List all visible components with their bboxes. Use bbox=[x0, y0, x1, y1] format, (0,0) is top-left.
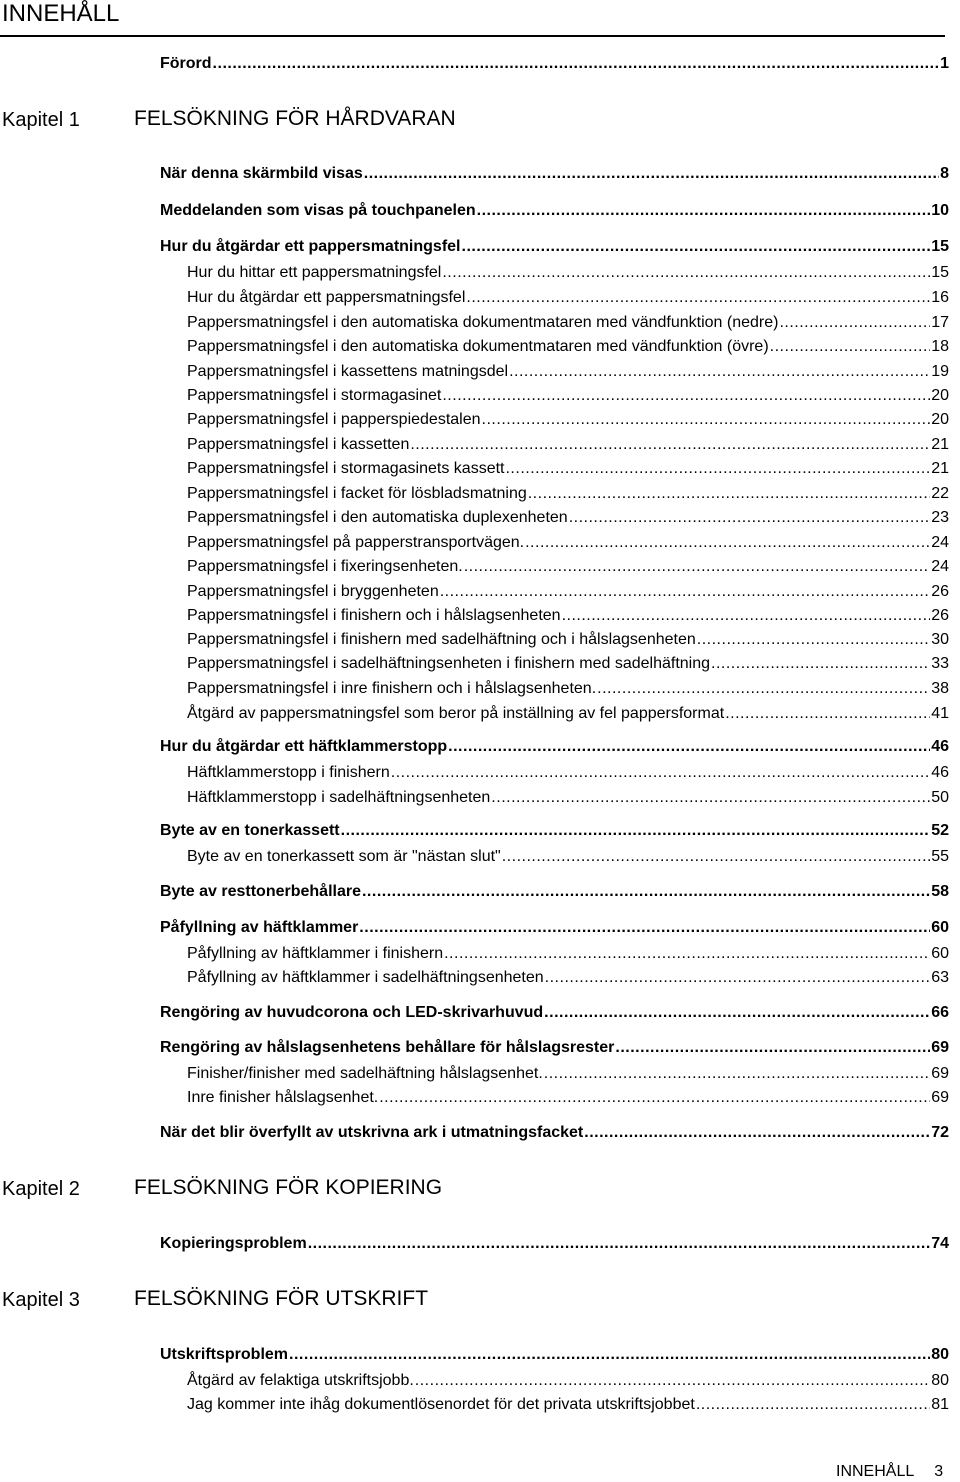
toc-entry-text: Hur du hittar ett pappersmatningsfel bbox=[187, 264, 442, 281]
toc-entry[interactable] bbox=[160, 164, 949, 186]
toc-entry-text: Hur du åtgärdar ett häftklammerstopp bbox=[160, 738, 448, 755]
toc-subentry[interactable] bbox=[187, 533, 949, 555]
toc-page-number: 38 bbox=[931, 680, 949, 697]
toc-entry-text: Påfyllning av häftklammer bbox=[160, 919, 359, 936]
toc-entry-text: Jag kommer inte ihåg dokumentlösenordet för det privata utskriftsjobbet bbox=[187, 1396, 695, 1413]
toc-page-number: 26 bbox=[931, 583, 949, 600]
toc-page-number: 8 bbox=[940, 165, 949, 182]
toc-entry[interactable] bbox=[160, 882, 949, 904]
page-title: INNEHÅLL bbox=[2, 0, 120, 27]
toc-entry-text: Pappersmatningsfel på papperstransportvägen. bbox=[187, 534, 525, 551]
toc-entry-text: Pappersmatningsfel i stormagasinet bbox=[187, 387, 442, 404]
dot-leader bbox=[464, 557, 930, 577]
toc-entry-text: Åtgärd av pappersmatningsfel som beror på inställning av fel pappersformat bbox=[187, 705, 725, 722]
dot-leader bbox=[584, 1123, 930, 1143]
toc-page-number: 69 bbox=[931, 1039, 949, 1056]
toc-page-number: 72 bbox=[931, 1124, 949, 1141]
toc-subentry[interactable] bbox=[187, 288, 949, 310]
toc-entry-text: Pappersmatningsfel i den automatiska dokumentmataren med vändfunktion (nedre) bbox=[187, 314, 779, 331]
title-rule bbox=[0, 35, 945, 37]
toc-entry[interactable] bbox=[160, 1003, 949, 1025]
chapter-title[interactable]: FELSÖKNING FÖR KOPIERING bbox=[134, 1176, 443, 1199]
dot-leader bbox=[770, 337, 931, 357]
toc-page-number: 21 bbox=[931, 436, 949, 453]
dot-leader bbox=[364, 164, 939, 184]
toc-page-number: 55 bbox=[931, 848, 949, 865]
dot-leader bbox=[725, 704, 930, 724]
toc-page-number: 52 bbox=[931, 822, 949, 839]
toc-page-number: 46 bbox=[931, 764, 949, 781]
toc-page-number: 26 bbox=[931, 607, 949, 624]
toc-page-number: 15 bbox=[931, 238, 949, 255]
toc-subentry[interactable] bbox=[187, 654, 949, 676]
dot-leader bbox=[544, 1003, 930, 1023]
page-footer bbox=[836, 1462, 943, 1482]
dot-leader bbox=[379, 1088, 930, 1108]
dot-leader bbox=[462, 237, 931, 257]
toc-entry-text: Pappersmatningsfel i finishern med sadelhäftning och i hålslagsenheten bbox=[187, 631, 696, 648]
toc-subentry[interactable] bbox=[187, 582, 949, 604]
toc-entry-text: Pappersmatningsfel i kassettens matningsdel bbox=[187, 363, 509, 380]
toc-subentry[interactable] bbox=[187, 557, 949, 579]
toc-entry-text: Hur du åtgärdar ett pappersmatningsfel bbox=[187, 289, 466, 306]
chapter-label: Kapitel 2 bbox=[2, 1178, 80, 1200]
toc-entry-text: Påfyllning av häftklammer i sadelhäftningsenheten bbox=[187, 969, 544, 986]
chapter-title[interactable]: FELSÖKNING FÖR HÅRDVARAN bbox=[134, 107, 456, 130]
toc-subentry[interactable] bbox=[187, 1088, 949, 1110]
toc-page-number: 17 bbox=[931, 314, 949, 331]
toc-entry-text: Byte av resttonerbehållare bbox=[160, 883, 361, 900]
toc-entry-text: Pappersmatningsfel i papperspiedestalen bbox=[187, 411, 481, 428]
dot-leader bbox=[779, 313, 930, 333]
toc-page-number: 69 bbox=[931, 1089, 949, 1106]
chapter-label: Kapitel 1 bbox=[2, 109, 80, 131]
toc-entry-text: Meddelanden som visas på touchpanelen bbox=[160, 202, 476, 219]
toc-page-number: 21 bbox=[931, 460, 949, 477]
toc-entry-text: Pappersmatningsfel i stormagasinets kassett bbox=[187, 460, 505, 477]
footer-section: INNEHÅLL bbox=[836, 1463, 915, 1480]
toc-page-number: 63 bbox=[931, 969, 949, 986]
footer-page-number: 3 bbox=[934, 1463, 944, 1480]
toc-entry-text: Byte av en tonerkassett bbox=[160, 822, 340, 839]
dot-leader bbox=[362, 882, 930, 902]
toc-subentry[interactable] bbox=[187, 630, 949, 652]
toc-entry[interactable] bbox=[160, 1123, 949, 1145]
dot-leader bbox=[545, 968, 931, 988]
toc-subentry[interactable] bbox=[187, 1371, 949, 1393]
toc-entry[interactable] bbox=[160, 1345, 949, 1367]
toc-entry-text: Häftklammerstopp i sadelhäftningsenheten bbox=[187, 789, 491, 806]
toc-subentry[interactable] bbox=[187, 679, 949, 701]
toc-entry[interactable] bbox=[160, 201, 949, 223]
toc-subentry[interactable] bbox=[187, 968, 949, 990]
chapter-label: Kapitel 3 bbox=[2, 1289, 80, 1311]
toc-page-number: 22 bbox=[931, 485, 949, 502]
toc-entry-text: När denna skärmbild visas bbox=[160, 165, 363, 182]
toc-page-number: 24 bbox=[931, 558, 949, 575]
toc-page-number: 23 bbox=[931, 509, 949, 526]
toc-page-number: 24 bbox=[931, 534, 949, 551]
dot-leader bbox=[505, 459, 930, 479]
toc-entry-text: Pappersmatningsfel i finishern och i hålslagsenheten bbox=[187, 607, 561, 624]
chapter-title[interactable]: FELSÖKNING FÖR UTSKRIFT bbox=[134, 1287, 429, 1310]
toc-page-number: 41 bbox=[931, 705, 949, 722]
toc-subentry[interactable] bbox=[187, 362, 949, 384]
dot-leader bbox=[502, 847, 930, 867]
toc-subentry[interactable] bbox=[187, 263, 949, 285]
dot-leader bbox=[341, 821, 931, 841]
toc-entry-text: Kopieringsproblem bbox=[160, 1235, 307, 1252]
toc-page-number: 19 bbox=[931, 363, 949, 380]
toc-page-number: 15 bbox=[931, 264, 949, 281]
dot-leader bbox=[697, 630, 930, 650]
toc-entry-text: Pappersmatningsfel i inre finishern och i hålslagsenheten. bbox=[187, 680, 597, 697]
dot-leader bbox=[569, 508, 931, 528]
toc-entry-text: Pappersmatningsfel i den automatiska dokumentmataren med vändfunktion (övre) bbox=[187, 338, 769, 355]
toc-page-number: 81 bbox=[931, 1396, 949, 1413]
toc-entry-text: Pappersmatningsfel i kassetten bbox=[187, 436, 410, 453]
toc-subentry[interactable] bbox=[187, 763, 949, 785]
toc-page-number: 1 bbox=[940, 55, 949, 72]
toc-page-number: 16 bbox=[931, 289, 949, 306]
dot-leader bbox=[696, 1395, 930, 1415]
toc-page-number: 10 bbox=[931, 202, 949, 219]
toc-entry-text: Påfyllning av häftklammer i finishern bbox=[187, 945, 444, 962]
dot-leader bbox=[308, 1234, 931, 1254]
dot-leader bbox=[440, 582, 930, 602]
dot-leader bbox=[289, 1345, 930, 1365]
toc-page-number: 80 bbox=[931, 1346, 949, 1363]
toc-subentry[interactable] bbox=[187, 508, 949, 530]
dot-leader bbox=[525, 533, 930, 553]
dot-leader bbox=[544, 1064, 930, 1084]
toc-page-number: 74 bbox=[931, 1235, 949, 1252]
toc-entry-text: Pappersmatningsfel i bryggenheten bbox=[187, 583, 439, 600]
toc-page-number: 50 bbox=[931, 789, 949, 806]
dot-leader bbox=[213, 54, 940, 74]
dot-leader bbox=[444, 944, 930, 964]
toc-page-number: 60 bbox=[931, 945, 949, 962]
toc-entry[interactable] bbox=[160, 237, 949, 259]
toc-subentry[interactable] bbox=[187, 313, 949, 335]
toc-page-number: 33 bbox=[931, 655, 949, 672]
toc-entry-text: Åtgärd av felaktiga utskriftsjobb. bbox=[187, 1372, 414, 1389]
toc-entry-text: Byte av en tonerkassett som är "nästan slut" bbox=[187, 848, 501, 865]
toc-subentry[interactable] bbox=[187, 1064, 949, 1086]
toc-entry-text: Pappersmatningsfel i fixeringsenheten. bbox=[187, 558, 463, 575]
toc-entry[interactable] bbox=[160, 1234, 949, 1256]
toc-subentry[interactable] bbox=[187, 944, 949, 966]
toc-entry-text: Utskriftsproblem bbox=[160, 1346, 289, 1363]
dot-leader bbox=[359, 918, 930, 938]
toc-entry-text: Inre finisher hålslagsenhet. bbox=[187, 1089, 379, 1106]
toc-entry-text: Pappersmatningsfel i facket för lösbladsmatning bbox=[187, 485, 527, 502]
dot-leader bbox=[482, 410, 931, 430]
toc-subentry[interactable] bbox=[187, 484, 949, 506]
toc-page-number: 66 bbox=[931, 1004, 949, 1021]
toc-entry-text: Rengöring av huvudcorona och LED-skrivarhuvud bbox=[160, 1004, 544, 1021]
toc-subentry[interactable] bbox=[187, 704, 949, 726]
toc-entry-text: Häftklammerstopp i finishern bbox=[187, 764, 390, 781]
toc-subentry[interactable] bbox=[187, 847, 949, 869]
toc-page-number: 46 bbox=[931, 738, 949, 755]
toc-entry[interactable] bbox=[160, 1038, 949, 1060]
toc-entry-text: Förord bbox=[160, 55, 212, 72]
dot-leader bbox=[562, 606, 931, 626]
toc-entry-text: Hur du åtgärdar ett pappersmatningsfel bbox=[160, 238, 461, 255]
toc-subentry[interactable] bbox=[187, 1395, 949, 1417]
toc-entry-text: När det blir överfyllt av utskrivna ark i utmatningsfacket bbox=[160, 1124, 584, 1141]
toc-subentry[interactable] bbox=[187, 459, 949, 481]
toc-entry[interactable] bbox=[160, 54, 949, 76]
toc-entry[interactable] bbox=[160, 737, 949, 759]
toc-entry-text: Finisher/finisher med sadelhäftning hålslagsenhet. bbox=[187, 1065, 543, 1082]
toc-entry[interactable] bbox=[160, 821, 949, 843]
toc-page-number: 58 bbox=[931, 883, 949, 900]
dot-leader bbox=[448, 737, 930, 757]
dot-leader bbox=[410, 435, 930, 455]
toc-page-number: 80 bbox=[931, 1372, 949, 1389]
dot-leader bbox=[442, 263, 930, 283]
toc-entry[interactable] bbox=[160, 918, 949, 940]
toc-subentry[interactable] bbox=[187, 410, 949, 432]
toc-subentry[interactable] bbox=[187, 788, 949, 810]
toc-page-number: 18 bbox=[931, 338, 949, 355]
dot-leader bbox=[491, 788, 930, 808]
toc-subentry[interactable] bbox=[187, 386, 949, 408]
toc-entry-text: Pappersmatningsfel i den automatiska duplexenheten bbox=[187, 509, 568, 526]
dot-leader bbox=[615, 1038, 930, 1058]
dot-leader bbox=[415, 1371, 930, 1391]
dot-leader bbox=[597, 679, 930, 699]
toc-page-number: 20 bbox=[931, 411, 949, 428]
toc-page-number: 20 bbox=[931, 387, 949, 404]
dot-leader bbox=[477, 201, 931, 221]
toc-subentry[interactable] bbox=[187, 435, 949, 457]
toc-entry-text: Rengöring av hålslagsenhetens behållare för hålslagsrester bbox=[160, 1039, 615, 1056]
dot-leader bbox=[711, 654, 930, 674]
toc-entry-text: Pappersmatningsfel i sadelhäftningsenheten i finishern med sadelhäftning bbox=[187, 655, 711, 672]
toc-subentry[interactable] bbox=[187, 337, 949, 359]
dot-leader bbox=[528, 484, 930, 504]
dot-leader bbox=[391, 763, 930, 783]
dot-leader bbox=[466, 288, 930, 308]
toc-page-number: 69 bbox=[931, 1065, 949, 1082]
toc-page-number: 30 bbox=[931, 631, 949, 648]
toc-page-number: 60 bbox=[931, 919, 949, 936]
dot-leader bbox=[509, 362, 930, 382]
toc-subentry[interactable] bbox=[187, 606, 949, 628]
dot-leader bbox=[442, 386, 930, 406]
